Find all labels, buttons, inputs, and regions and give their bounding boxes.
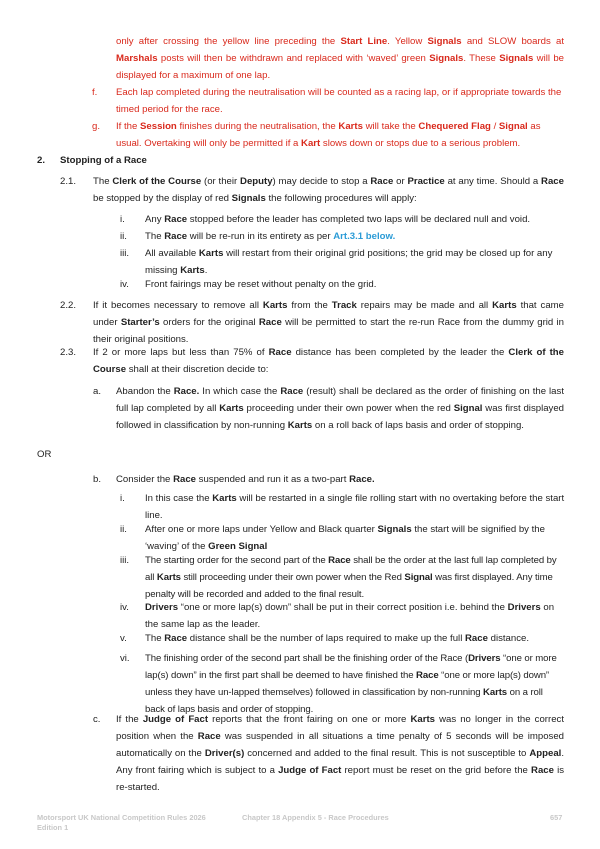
continuation-paragraph: only after crossing the yellow line preceding the Start Line. Yellow Signals and SLOW boards at Marshals posts will then be withdrawn and replaced with ‘waved’ green Signals. These Signals will be displayed for a maximum of one lap. — [116, 36, 565, 81]
footer-edition: Edition 1 — [37, 823, 69, 832]
sub-marker-ii: ii. — [120, 231, 127, 242]
footer-rulebook-title: Motorsport UK National Competition Rules 2026 — [37, 813, 206, 822]
b-sub-item-iii: The starting order for the second part of the Race shall be the order at the last full lap completed by all Karts still proceeding under their own power when the Red Signal was first displayed. Any time penalty will be recorded and added to the final result. — [145, 555, 557, 600]
item-f-text: Each lap completed during the neutralisation will be counted as a racing lap, or if appropriate towards the timed period for the race. — [116, 87, 562, 115]
item-marker-f: f. — [92, 87, 98, 98]
item-marker-c: c. — [93, 714, 101, 725]
sub-marker-iii: iii. — [120, 248, 130, 259]
b-sub-item-i: In this case the Karts will be restarted in a single file rolling start with no overtaking before the start line. — [145, 493, 565, 521]
clause-2-3-text: If 2 or more laps but less than 75% of Race distance has been completed by the leader the Clerk of the Course shall at their discretion decide to: — [93, 347, 564, 375]
sub-marker-iv: iv. — [120, 279, 129, 290]
clause-2-1-text: The Clerk of the Course (or their Deputy) may decide to stop a Race or Practice at any time. Should a Race be stopped by the display of red Signals the following procedures will apply: — [93, 176, 564, 204]
footer-left — [37, 813, 206, 833]
or-label: OR — [37, 449, 52, 460]
item-marker-g: g. — [92, 121, 101, 132]
b-sub-marker-v: v. — [120, 633, 127, 644]
clause-number-2-2: 2.2. — [60, 300, 77, 311]
item-marker-a: a. — [93, 386, 102, 397]
sub-item-i: Any Race stopped before the leader has completed two laps will be declared null and void. — [145, 214, 531, 225]
clause-2-2-text: If it becomes necessary to remove all Karts from the Track repairs may be made and all Karts that came under Starter’s orders for the original Race will be permitted to start the re-run Race from the dummy grid in their original positions. — [93, 300, 564, 345]
section-number: 2. — [37, 155, 46, 166]
b-sub-marker-i: i. — [120, 493, 125, 504]
sub-marker-i: i. — [120, 214, 125, 225]
clause-number-2-1: 2.1. — [60, 176, 77, 187]
sub-item-iv: Front fairings may be reset without penalty on the grid. — [145, 279, 377, 290]
item-c-text: If the Judge of Fact reports that the front fairing on one or more Karts was no longer in the correct position when the Race was suspended in all situations a time penalty of 5 seconds will be imposed automatically on the Driver(s) concerned and added to the final result. This is not susceptible to Appeal. Any front fairing which is subject to a Judge of Fact report must be reset on the grid before the Race is re-started. — [116, 714, 565, 793]
b-sub-item-ii: After one or more laps under Yellow and Black quarter Signals the start will be signified by the ‘waving’ of the Green Signal — [145, 524, 545, 552]
section-heading: Stopping of a Race — [60, 155, 147, 166]
b-sub-marker-iv: iv. — [120, 602, 129, 613]
sub-item-ii: The Race will be re-run in its entirety as per Art.3.1 below. — [145, 231, 396, 242]
sub-item-iii: All available Karts will restart from their original grid positions; the grid may be closed up for any missing Karts. — [145, 248, 553, 276]
footer-chapter: Chapter 18 Appendix 5 - Race Procedures — [242, 813, 389, 822]
item-a-text: Abandon the Race. In which case the Race (result) shall be declared as the order of finishing on the last full lap completed by all Karts proceeding under their own power when the red Signal was first displayed followed in classification by non-running Karts on a roll back of laps basis and order of stopping. — [116, 386, 565, 431]
b-sub-item-iv: Drivers “one or more lap(s) down” shall be put in their correct position i.e. behind the Drivers on the same lap as the leader. — [145, 602, 555, 630]
b-sub-marker-iii: iii. — [120, 555, 130, 566]
item-b-text: Consider the Race suspended and run it as a two-part Race. — [116, 474, 375, 485]
clause-number-2-3: 2.3. — [60, 347, 77, 358]
item-marker-b: b. — [93, 474, 102, 485]
footer-page-number: 657 — [550, 813, 563, 822]
b-sub-marker-ii: ii. — [120, 524, 127, 535]
b-sub-marker-vi: vi. — [120, 653, 130, 664]
item-g-text: If the Session finishes during the neutralisation, the Karts will take the Chequered Flag / Signal as usual. Overtaking will only be permitted if a Kart slows down or stops due to a serious problem. — [116, 121, 541, 149]
b-sub-item-vi: The finishing order of the second part shall be the finishing order of the Race (Drivers “one or more lap(s) down” in the first part shall be deemed to have finished the Race “one or more lap(s) down” unless they have un-lapped themselves) followed in classification by non-running Karts on a roll back of laps basis and order of stopping. — [145, 653, 557, 715]
b-sub-item-v: The Race distance shall be the number of laps required to make up the full Race distance. — [145, 633, 530, 644]
article-link[interactable]: Art.3.1 below. — [333, 231, 396, 242]
